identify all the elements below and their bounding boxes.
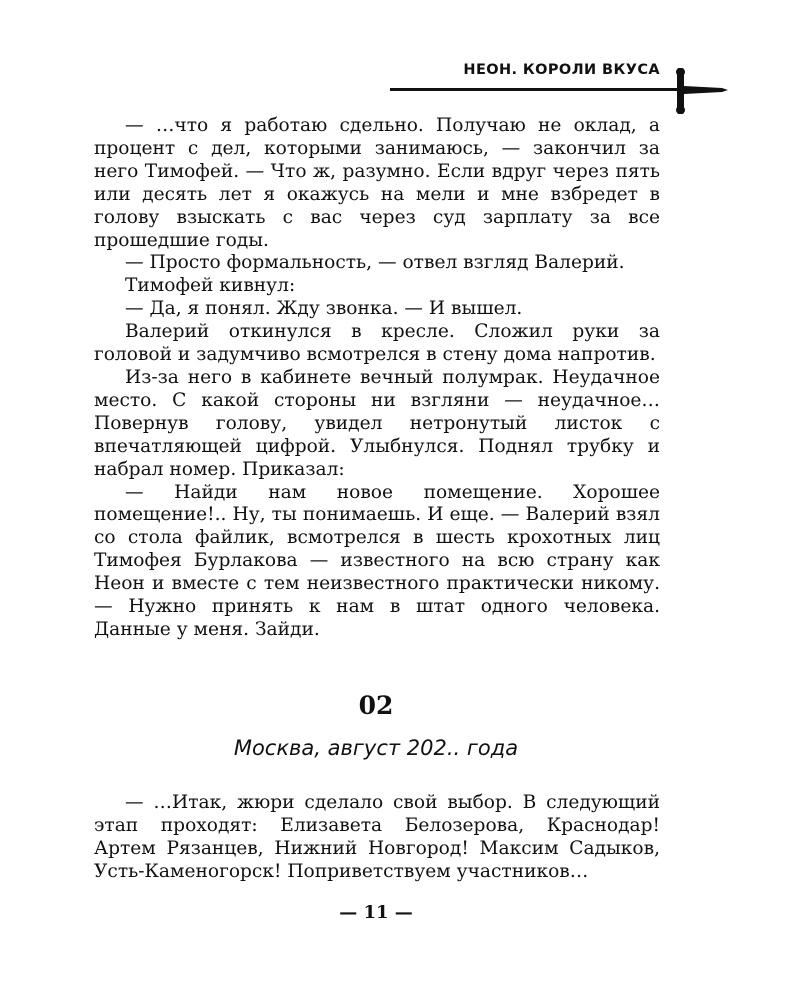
chapter-subtitle: Москва, август 202.. года [233, 736, 519, 760]
running-header-title: НЕОН. КОРОЛИ ВКУСА [463, 62, 660, 78]
paragraph: Из-за него в кабинете вечный полумрак. Неудачное место. С какой стороны ни взгляни — неудачное… Повернув голову, увидел нетронутый листок с впечатляющей цифрой. Улыбнулся. Поднял трубку и набрал номер. Приказал: [94, 366, 660, 480]
paragraph: Тимофей кивнул: [125, 275, 296, 297]
body-text-section-2 [94, 792, 660, 884]
paragraph: — …что я работаю сдельно. Получаю не оклад, а процент с дел, которыми занимаюсь, — закончил за него Тимофей. — Что ж, разумно. Если вдруг через пять или десять лет я окажусь на мели и мне взбредет в голову взыскать с вас через суд зарплату за все прошедшие годы. [94, 115, 660, 251]
paragraph: — Да, я понял. Жду звонка. — И вышел. [125, 298, 523, 320]
paragraph: — Найди нам новое помещение. Хорошее помещение!.. Ну, ты понимаешь. И еще. — Валерий взял со стола файлик, всмотрелся в шесть крохотных лиц Тимофея Бурлакова — известного на всю страну как Неон и вместе с тем неизвестного практически никому. — Нужно принять к нам в штат одного человека. Данные у меня. Зайди. [94, 481, 660, 640]
body-text-section-1 [94, 115, 660, 642]
paragraph: Валерий откинулся в кресле. Сложил руки за головой и задумчиво всмотрелся в стену дома напротив. [94, 321, 660, 366]
paragraph: — Просто формальность, — отвел взгляд Валерий. [125, 252, 625, 274]
paragraph: — …Итак, жюри сделало свой выбор. В следующий этап проходят: Елизавета Белозерова, Краснодар! Артем Рязанцев, Нижний Новгород! Максим Садыков, Усть-Каменогорск! Поприветствуем участников… [94, 792, 660, 882]
page-number: — 11 — [339, 902, 413, 923]
chapter-number: 02 [358, 691, 394, 720]
sword-ornament-icon [640, 68, 730, 114]
